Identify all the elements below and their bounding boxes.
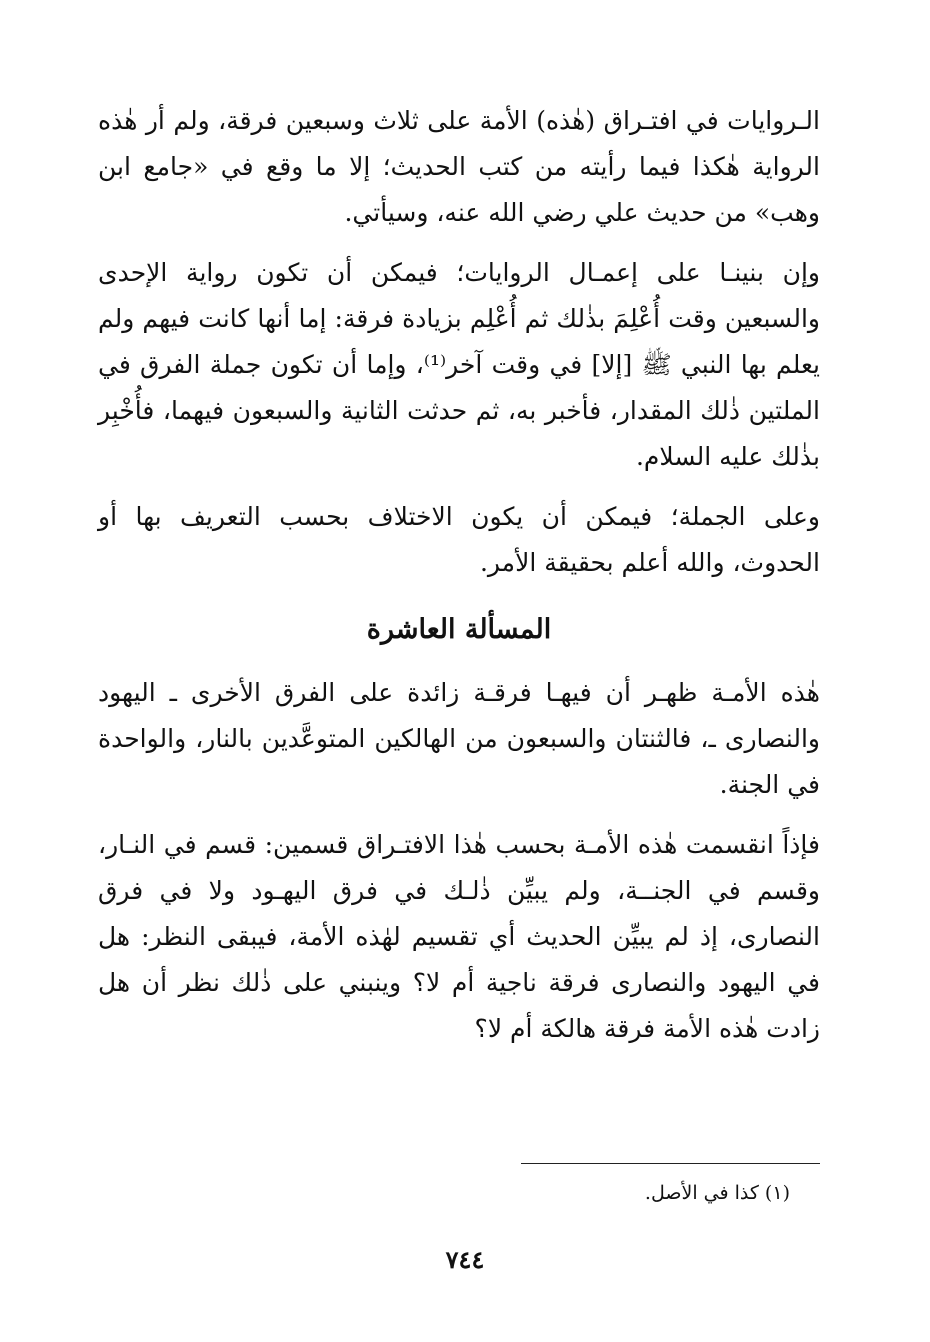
section-heading: المسألة العاشرة [366, 614, 552, 645]
page-number: ٧٤٤ [445, 1245, 485, 1274]
main-text [98, 98, 820, 1052]
paragraph-4: هٰذه الأمـة ظهـر أن فيهـا فرقـة زائدة على الفرق الأخرى ـ اليهود والنصارى ـ، فالثنتان والسبعون من الهالكين المتوعَّدين بالنار، والواحدة في الجنة. [98, 678, 820, 799]
paragraph-5: فإذاً انقسمت هٰذه الأمـة بحسب هٰذا الافتـراق قسمين: قسم في النـار، وقسم في الجنــة، ولم يبيِّن ذٰلـك في فرق اليهـود ولا في فرق النصارى، إذ لم يبيِّن الحديث أي تقسيم لهٰذه الأمة، فيبقى النظر: هل في اليهود والنصارى فرقة ناجية أم لا؟ وينبني على ذٰلك نظر أن هل زادت هٰذه الأمة فرقة هالكة أم لا؟ [98, 830, 821, 1043]
footnote: (١) كذا في الأصل. [644, 1182, 790, 1204]
paragraph-3: وعلى الجملة؛ فيمكن أن يكون الاختلاف بحسب التعريف بها أو الحدوث، والله أعلم بحقيقة الأمر. [98, 502, 820, 577]
paragraph-1: الـروايات في افتـراق (هٰذه) الأمة على ثلاث وسبعين فرقة، ولم أر هٰذه الرواية هٰكذا فيما رأيته من كتب الحديث؛ إلا ما وقع في «جامع ابن وهب» من حديث علي رضي الله عنه، وسيأتي. [98, 106, 820, 227]
paragraph-gap [98, 480, 820, 494]
paragraph-2: وإن بنينـا على إعمـال الروايات؛ فيمكن أن تكون رواية الإحدى والسبعين وقت أُعْلِمَ بذٰلك ثم أُعْلِم بزيادة فرقة: إما أنها كانت فيهم ولم يعلم بها النبي ﷺ [إلا] في وقت آخر⁽¹⁾، وإما أن تكون جملة الفرق في الملتين ذٰلك المقدار، فأخبر به، ثم حدثت الثانية والسبعون فيهما، فأُخْبِر بذٰلك عليه السلام. [98, 258, 820, 471]
paragraph-gap [98, 236, 820, 250]
paragraph-gap [98, 808, 820, 822]
footnote-separator [521, 1163, 820, 1164]
